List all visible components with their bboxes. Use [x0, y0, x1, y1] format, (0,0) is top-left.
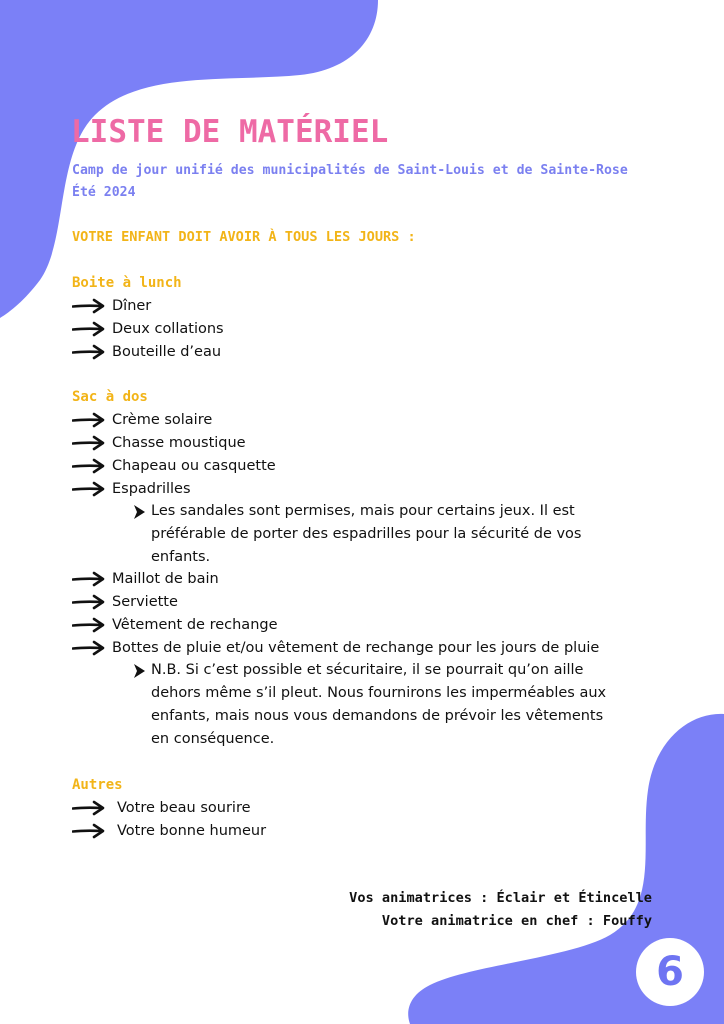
- arrow-right-icon: [72, 571, 106, 587]
- list-item: [72, 568, 219, 590]
- list-item: [72, 341, 221, 363]
- list-item-label: Espadrilles: [112, 481, 191, 497]
- section-label-lunch: Boite à lunch: [72, 275, 182, 291]
- list-item: [72, 614, 278, 636]
- rain-note-text: N.B. Si c’est possible et sécuritaire, il se pourrait qu’on aille dehors même s’il pleut. Nous fournirons les imperméables aux enfants, mais nous vous demandons de prévoir les vêtements en conséquence.: [151, 662, 607, 747]
- chevron-right-icon: [132, 663, 146, 679]
- arrow-right-icon: [72, 458, 106, 474]
- list-item: [72, 637, 599, 659]
- subtitle-camp: Camp de jour unifié des municipalités de Saint-Louis et de Sainte-Rose: [72, 163, 628, 178]
- list-item: [72, 455, 276, 477]
- arrow-right-icon: [72, 298, 106, 314]
- list-item: [72, 295, 151, 317]
- arrow-right-icon: [72, 344, 106, 360]
- list-item: [72, 478, 191, 500]
- arrow-right-icon: [72, 412, 106, 428]
- subtitle-season: Été 2024: [72, 185, 136, 200]
- top-left-blob: [0, 0, 378, 318]
- list-item-label: Votre beau sourire: [117, 800, 251, 816]
- subtitle: [72, 160, 628, 204]
- list-item: [72, 409, 212, 431]
- arrow-right-icon: [72, 823, 106, 839]
- list-item-label: Bouteille d’eau: [112, 344, 222, 360]
- footer-animators: Vos animatrices : Éclair et Étincelle: [349, 890, 652, 906]
- arrow-right-icon: [72, 800, 106, 816]
- list-item-label: Chasse moustique: [112, 435, 246, 451]
- list-item-label: Vêtement de rechange: [112, 617, 278, 633]
- chevron-right-icon: [132, 504, 146, 520]
- footer-head-animator: Votre animatrice en chef : Fouffy: [381, 913, 652, 929]
- rain-note: [132, 659, 621, 751]
- arrow-right-icon: [72, 481, 106, 497]
- list-item-label: Deux collations: [112, 321, 224, 337]
- arrow-right-icon: [72, 594, 106, 610]
- page-title: LISTE DE MATÉRIEL: [71, 114, 389, 150]
- list-item-label: Chapeau ou casquette: [112, 458, 276, 474]
- list-item: [72, 318, 224, 340]
- list-item-label: Serviette: [112, 594, 178, 610]
- list-item: [72, 432, 246, 454]
- list-item-label: Bottes de pluie et/ou vêtement de rechange pour les jours de pluie: [112, 640, 600, 656]
- arrow-right-icon: [72, 617, 106, 633]
- list-item-label: Dîner: [112, 298, 152, 314]
- page-number: 6: [636, 938, 704, 1006]
- list-item: [72, 820, 266, 842]
- list-item: [72, 591, 178, 613]
- list-item: [72, 797, 251, 819]
- list-item-label: Crème solaire: [112, 412, 213, 428]
- section-label-backpack: Sac à dos: [72, 389, 148, 405]
- shoes-note: [132, 500, 621, 569]
- shoes-note-text: Les sandales sont permises, mais pour certains jeux. Il est préférable de porter des espadrilles pour la sécurité de vos enfants.: [151, 503, 582, 565]
- section-label-others: Autres: [72, 777, 123, 793]
- every-day-heading: VOTRE ENFANT DOIT AVOIR À TOUS LES JOURS :: [72, 229, 416, 245]
- arrow-right-icon: [72, 640, 106, 656]
- list-item-label: Maillot de bain: [112, 571, 219, 587]
- arrow-right-icon: [72, 321, 106, 337]
- list-item-label: Votre bonne humeur: [117, 823, 267, 839]
- arrow-right-icon: [72, 435, 106, 451]
